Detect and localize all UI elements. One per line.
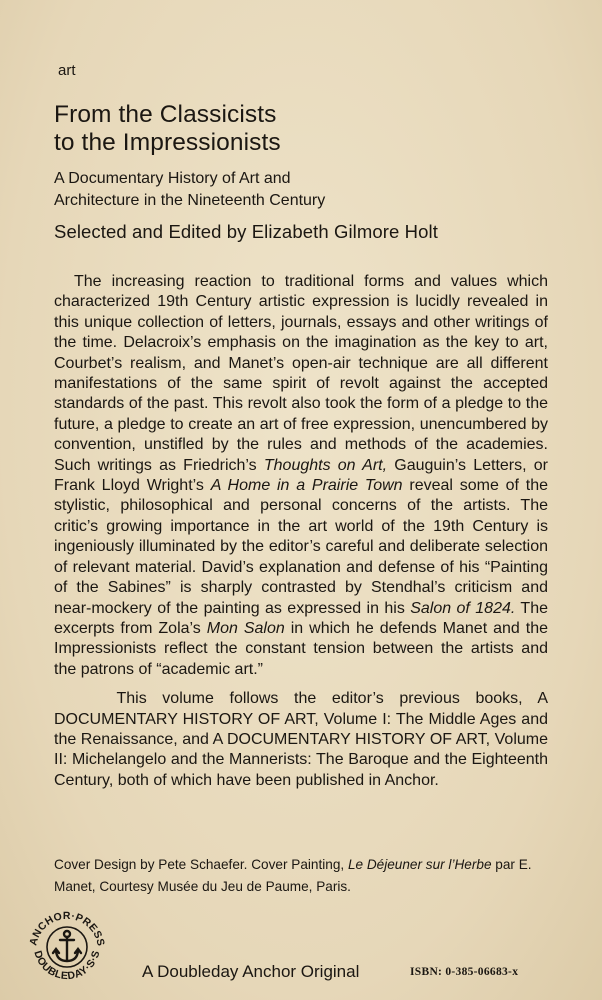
title-mon-salon: Mon Salon [206, 619, 285, 637]
description-paragraph-2 [54, 689, 548, 791]
isbn-number: ISBN: 0-385-06683-x [410, 966, 519, 978]
description-text-run: This volume follows the editor’s previous books, A DOCUMENTARY HISTORY OF ART, Volume I: The Middle Ages and the Renaissance, and A DOCUMENTARY HISTORY OF ART, Volume II: Michelangelo and the Mannerists: The Baroque and the Eighteenth Century, both of which have been published in Anchor. [54, 690, 549, 789]
book-subtitle-line-1: A Documentary History of Art and [54, 170, 291, 187]
cover-credits [54, 854, 548, 898]
title-a-home-in-a-prairie-town: A Home in a Prairie Town [210, 477, 403, 495]
title-thoughts-on-art: Thoughts on Art, [263, 456, 388, 474]
book-title-line-1: From the Classicists [54, 101, 277, 128]
cover-credits-run: par E. Manet, Courtesy Musée du Jeu de Paume, Paris. [54, 857, 532, 894]
cover-credits-run: Cover Design by Pete Schaefer. Cover Painting, [54, 857, 348, 872]
logo-text-top: ANCHOR·PRESS [27, 909, 107, 948]
title-salon-of-1824: Salon of 1824. [410, 599, 516, 617]
painting-title: Le Déjeuner sur l’Herbe [347, 857, 492, 872]
anchor-press-logo [24, 904, 110, 990]
description-text-run: reveal some of the stylistic, philosophical and personal concerns of the artists. The critic’s growing importance in the art world of the 19th Century is ingeniously illuminated by the editor’s careful and deliberate selection of relevant material. David’s explanation and defense of his “Painting of the Sabines” is sharply contrasted by Stendhal’s criticism and near-mockery of the painting as expressed in his [54, 477, 548, 617]
editor-credit: Selected and Edited by Elizabeth Gilmore Holt [54, 221, 438, 242]
anchor-icon [53, 931, 81, 961]
description-text-run: The excerpts from Zola’s [54, 599, 548, 637]
book-subtitle-line-2: Architecture in the Nineteenth Century [54, 192, 326, 209]
logo-text-bottom: DOUBLEDAY·S·S [31, 949, 103, 983]
book-title [54, 101, 554, 157]
description-text [54, 272, 548, 791]
category-label: art [58, 62, 76, 79]
book-subtitle [54, 168, 554, 212]
description-text-run: The increasing reaction to traditional forms and values which characterized 19th Century artistic expression is lucidly revealed in this unique collection of letters, journals, essays and other writings of the time. Delacroix’s emphasis on the imagination as the key to art, Courbet’s realism, and Manet’s open-air technique are all different manifestations of the same spirit of revolt against the accepted standards of the past. This revolt also took the form of a pledge to the future, a pledge to create an art of free expression, unencumbered by convention, unstifled by the rules and methods of the academies. Such writings as Friedrich’s [54, 273, 548, 474]
book-title-line-2: to the Impressionists [54, 129, 281, 156]
description-paragraph-1 [54, 272, 548, 680]
description-text-run: Gauguin’s Letters, or Frank Lloyd Wright’s [54, 456, 548, 495]
description-text-run: in which he defends Manet and the Impressionists reflect the constant tension between the artists and the patrons of “academic art.” [54, 619, 548, 678]
imprint-label: A Doubleday Anchor Original [142, 962, 360, 981]
